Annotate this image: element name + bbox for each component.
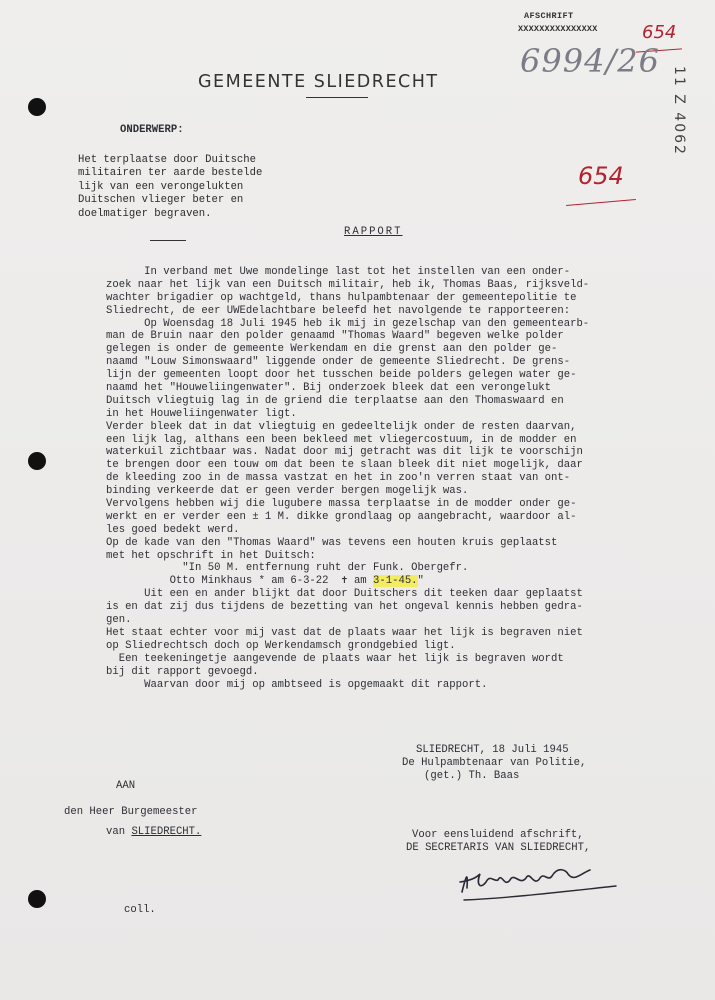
body-line: gen. — [106, 614, 132, 627]
certification-line1: Voor eensluidend afschrift, — [412, 829, 584, 841]
body-line: naamd "Louw Simonswaard" liggende onder de gemeente Sliedrecht. De grens- — [106, 356, 571, 369]
heading-underline — [306, 97, 368, 98]
body-line: binding verkeerde dat er geen verder bergen mogelijk was. — [106, 485, 469, 498]
subject-line: lijk van een verongelukten — [78, 180, 244, 193]
red-underline-mid — [566, 199, 636, 206]
addressee-prefix: van — [106, 826, 132, 838]
body-line: wachter brigadier op wachtgeld, thans hulpambtenaar der gemeentepolitie te — [106, 291, 577, 304]
body-line: werkt en er verder een ± 1 M. dikke grondlaag op aangebracht, waardoor al- — [106, 510, 577, 523]
body-line: Het staat echter voor mij vast dat de plaats waar het lijk is begraven niet — [106, 626, 583, 639]
subject-line: Duitschen vlieger beter en — [78, 194, 244, 207]
body-line: Een teekeningetje aangevende de plaats waar het lijk is begraven wordt — [106, 652, 564, 665]
body-line: op Sliedrechtsch doch op Werkendamsch grondgebied ligt. — [106, 639, 456, 652]
handwritten-signature — [440, 852, 630, 912]
body-line: Waarvan door mij op ambtseed is opgemaakt dit rapport. — [106, 678, 488, 691]
body-line: Vervolgens hebben wij die lugubere massa terplaatse in de modder onder ge- — [106, 498, 577, 511]
body-line: gelegen is onder de gemeente Werkendam en die grenst aan den polder ge- — [106, 343, 558, 356]
red-number-top: 654 — [642, 22, 677, 43]
body-line: Op de kade van den "Thomas Waard" was tevens een houten kruis geplaatst — [106, 536, 558, 549]
subject-block — [78, 154, 262, 221]
body-line: Duitsch vliegtuig lag in de griend die terplaatse aan den Thomaswaard en — [106, 394, 564, 407]
coll-note: coll. — [124, 904, 156, 916]
subject-line: Het terplaatse door Duitsche — [78, 154, 257, 166]
struck-through-code: XXXXXXXXXXXXXXX — [518, 24, 598, 34]
body-line: een lijk lag, althans een been bekleed met vliegercostuum, in de modder en — [106, 433, 577, 446]
body-line: naamd het "Houweliingenwater". Bij onderzoek bleek dat een verongelukt — [106, 382, 552, 395]
punch-hole-top — [28, 98, 46, 116]
subject-line: militairen ter aarde bestelde — [78, 167, 263, 180]
signed-name: (get.) Th. Baas — [424, 770, 520, 782]
body-line: te brengen door een touw om dat been te slaan bleek dit niet mogelijk, daar — [106, 459, 583, 472]
body-line: is en dat zij dus tijdens de bezetting van het ongeval kennis hebben gedra- — [106, 601, 583, 614]
body-line: waterkuil zichtbaar was. Nadat door mij getracht was dit lijk te voorschijn — [106, 446, 583, 459]
body-line-with-highlight: Otto Minkhaus * am 6-3-22 ✝ am 3-1-45." — [106, 575, 424, 588]
body-line: Uit een en ander blijkt dat door Duitschers dit teeken daar geplaatst — [106, 588, 583, 601]
addressee-place: SLIEDRECHT. — [131, 826, 202, 838]
subject-label: ONDERWERP: — [120, 124, 184, 136]
body-line: zoek naar het lijk van een Duitsch militair, heb ik, Thomas Baas, rijksveld- — [106, 278, 590, 291]
municipality-heading: GEMEENTE SLIEDRECHT — [198, 72, 439, 92]
report-body — [106, 266, 589, 691]
highlighted-date: 3-1-45. — [373, 575, 418, 588]
report-title: RAPPORT — [344, 226, 403, 238]
afschrift-stamp: AFSCHRIFT — [524, 11, 574, 21]
pencil-note: 6994/26 — [520, 42, 660, 80]
body-line: "In 50 M. entfernung ruht der Funk. Obergefr. — [106, 562, 469, 575]
punch-hole-bottom — [28, 890, 46, 908]
body-line: les goed bedekt werd. — [106, 523, 240, 536]
certification-line2: DE SECRETARIS VAN SLIEDRECHT, — [406, 842, 591, 854]
signer-role: De Hulpambtenaar van Politie, — [402, 757, 587, 769]
body-line: met het opschrift in het Duitsch: — [106, 549, 316, 562]
body-line: In verband met Uwe mondelinge last tot het instellen van een onder- — [106, 266, 571, 278]
body-line: de kleeding zoo in de massa vastzat en het in zoo'n verren staat van ont- — [106, 472, 571, 485]
body-line: bij dit rapport gevoegd. — [106, 665, 259, 678]
subject-divider — [150, 240, 186, 241]
body-line: lijn der gemeenten loopt door het tusschen beide polders gelegen water ge- — [106, 369, 577, 382]
addressee-line1: den Heer Burgemeester — [64, 806, 198, 818]
punch-hole-middle — [28, 452, 46, 470]
addressee-aan: AAN — [116, 780, 136, 792]
body-line: in het Houweliingenwater ligt. — [106, 407, 297, 420]
body-line: Op Woensdag 18 Juli 1945 heb ik mij in gezelschap van den gemeentearb- — [106, 317, 590, 330]
body-line: Sliedrecht, de eer UWEdelachtbare beleefd het navolgende te rapporteeren: — [106, 304, 571, 317]
addressee-line2 — [106, 826, 201, 839]
subject-line: doelmatiger begraven. — [78, 207, 212, 220]
archive-id-vertical: 11 Z 4062 — [671, 66, 687, 156]
red-number-mid: 654 — [578, 162, 624, 190]
place-date: SLIEDRECHT, 18 Juli 1945 — [416, 744, 569, 756]
body-line: Verder bleek dat in dat vliegtuig en gedeeltelijk onder de resten daarvan, — [106, 420, 577, 433]
body-line: man de Bruin naar den polder genaamd "Thomas Waard" begeven welke polder — [106, 330, 564, 343]
